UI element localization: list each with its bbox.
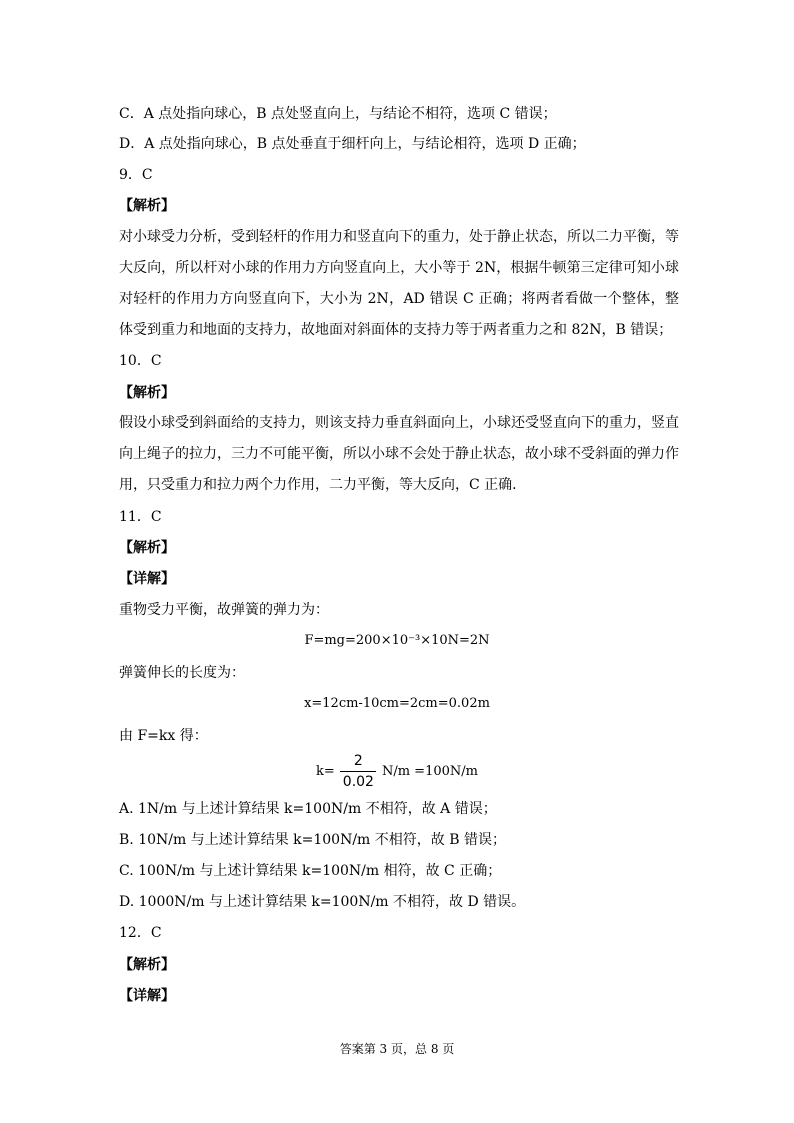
option-d-explanation: D．A 点处指向球心，B 点处垂直于细杆向上，与结论相符，选项 D 正确； xyxy=(119,136,586,152)
equation-rhs: N/m =100N/m xyxy=(381,763,478,779)
question-11-detail-heading: 【详解】 xyxy=(119,571,175,587)
question-11-answer: 11．C xyxy=(119,509,162,525)
fraction-numerator: 2 xyxy=(353,752,363,769)
question-11-step-3: 由 F=kx 得： xyxy=(119,728,208,744)
option-d-result: D. 1000N/m 与上述计算结果 k=100N/m 不相符，故 D 错误。 xyxy=(119,894,526,910)
question-9-analysis-text: 对小球受力分析，受到轻杆的作用力和竖直向下的重力，处于静止状态，所以二力平衡，等大反向，所以杆对小球的作用力方向竖直向上，大小等于 2N，根据牛顿第三定律可知小球对轻杆的作用力方向竖直向下，大小为 2N，AD 错误 C 正确；将两者看做一个整体，整体受到重力和地面的支持力，故地面对斜面体的支持力等于两者重力之和 82N，B 错误； xyxy=(119,229,679,338)
equation-spring-force: F=mg=200×10⁻³×10N=2N xyxy=(304,633,490,648)
question-12-analysis-heading: 【解析】 xyxy=(119,957,175,973)
question-12-answer: 12．C xyxy=(119,925,162,941)
question-11-analysis-heading: 【解析】 xyxy=(119,540,175,556)
option-b-result: B. 10N/m 与上述计算结果 k=100N/m 不相符，故 B 错误； xyxy=(119,832,506,848)
equation-lhs: k= xyxy=(316,763,335,779)
fraction-denominator: 0.02 xyxy=(342,773,374,790)
question-9-analysis-heading: 【解析】 xyxy=(119,198,175,214)
question-10-answer: 10．C xyxy=(119,353,162,369)
question-10-analysis-text: 假设小球受到斜面给的支持力，则该支持力垂直斜面向上，小球还受竖直向下的重力，竖直向上绳子的拉力，三力不可能平衡，所以小球不会处于静止状态，故小球不受斜面的弹力作用，只受重力和拉力两个力作用，二力平衡，等大反向，C 正确． xyxy=(119,415,679,493)
question-10-analysis-heading: 【解析】 xyxy=(119,385,175,401)
equation-extension: x=12cm-10cm=2cm=0.02m xyxy=(304,696,490,711)
fraction xyxy=(339,753,378,790)
question-11-step-2: 弹簧伸长的长度为： xyxy=(119,665,245,681)
page-footer: 答案第 3 页，总 8 页 xyxy=(339,1042,455,1056)
question-12-detail-heading: 【详解】 xyxy=(119,988,175,1004)
option-c-result: C. 100N/m 与上述计算结果 k=100N/m 相符，故 C 正确； xyxy=(119,863,502,879)
equation-spring-constant xyxy=(0,748,794,794)
question-11-step-1: 重物受力平衡，故弹簧的弹力为： xyxy=(119,602,329,618)
question-9-answer: 9．C xyxy=(119,167,153,183)
option-a-result: A. 1N/m 与上述计算结果 k=100N/m 不相符，故 A 错误； xyxy=(119,801,497,817)
option-c-explanation: C．A 点处指向球心，B 点处竖直向上，与结论不相符，选项 C 错误； xyxy=(119,106,557,122)
